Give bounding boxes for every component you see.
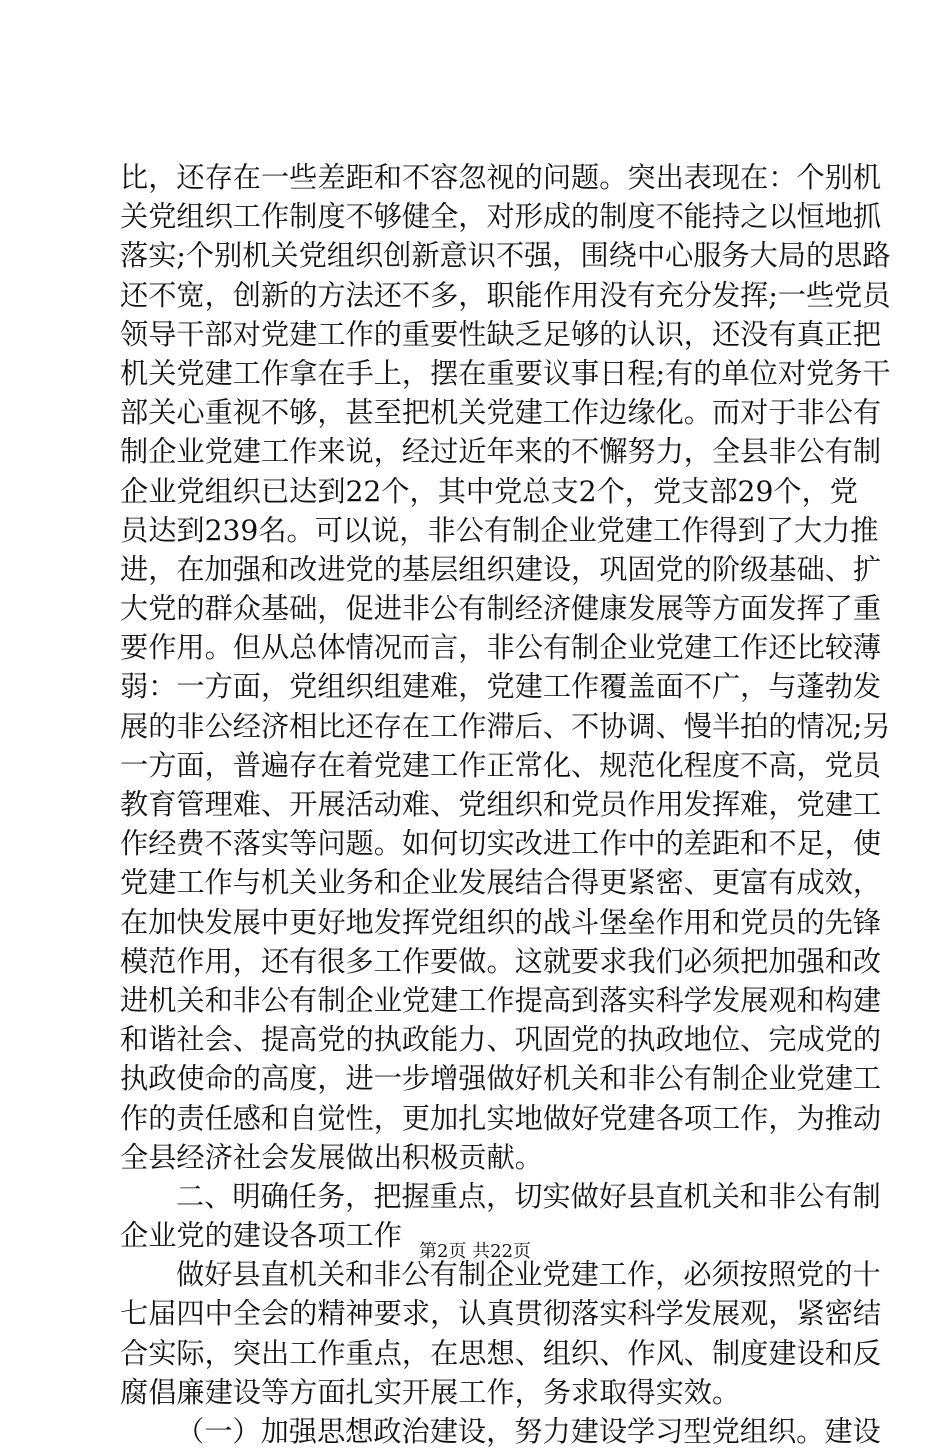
text-line: 弱：一方面，党组织组建难，党建工作覆盖面不广，与蓬勃发 [120, 670, 882, 704]
text-line: 作的责任感和自觉性，更加扎实地做好党建各项工作，为推动 [120, 1101, 882, 1135]
text-line: 大党的群众基础，促进非公有制经济健康发展等方面发挥了重 [120, 592, 882, 626]
text-line: 做好县直机关和非公有制企业党建工作，必须按照党的十 [176, 1258, 881, 1292]
section-heading-line: 二、明确任务，把握重点，切实做好县直机关和非公有制 [176, 1179, 881, 1213]
text-line: 作经费不落实等问题。如何切实改进工作中的差距和不足，使 [120, 827, 882, 861]
text-line: 七届四中全会的精神要求，认真贯彻落实科学发展观，紧密结 [120, 1297, 882, 1331]
text-line: 在加快发展中更好地发挥党组织的战斗堡垒作用和党员的先锋 [120, 905, 882, 939]
text-line: 一方面，普遍存在着党建工作正常化、规范化程度不高，党员 [120, 748, 882, 782]
text-line: 制企业党建工作来说，经过近年来的不懈努力，全县非公有制 [120, 435, 882, 469]
text-line: 比，还存在一些差距和不容忽视的问题。突出表现在：个别机 [120, 161, 882, 194]
text-line: 合实际，突出工作重点，在思想、组织、作风、制度建设和反 [120, 1336, 882, 1370]
text-line: 党建工作与机关业务和企业发展结合得更紧密、更富有成效， [120, 866, 882, 900]
text-line: 和谐社会、提高党的执政能力、巩固党的执政地位、完成党的 [120, 1023, 882, 1057]
text-line: 领导干部对党建工作的重要性缺乏足够的认识，还没有真正把 [120, 317, 882, 351]
text-line: 教育管理难、开展活动难、党组织和党员作用发挥难，党建工 [120, 788, 882, 821]
page-number-footer: 第2页 共22页 [418, 1241, 532, 1262]
text-line: 执政使命的高度，进一步增强做好机关和非公有制企业党建工 [120, 1062, 882, 1096]
text-line: 企业党组织已达到22个，其中党总支2个，党支部29个，党 [120, 474, 858, 508]
text-line: 腐倡廉建设等方面扎实开展工作，务求取得实效。 [120, 1375, 741, 1409]
text-line: 全县经济社会发展做出积极贡献。 [120, 1140, 543, 1174]
text-line: 员达到239名。可以说，非公有制企业党建工作得到了大力推 [120, 513, 879, 547]
section-heading-line: 企业党的建设各项工作 [120, 1219, 402, 1253]
text-line: 落实;个别机关党组织创新意识不强，围绕中心服务大局的思路 [120, 239, 891, 273]
text-line: 要作用。但从总体情况而言，非公有制企业党建工作还比较薄 [120, 631, 882, 665]
text-line: 进机关和非公有制企业党建工作提高到落实科学发展观和构建 [120, 983, 882, 1017]
text-line: 展的非公经济相比还存在工作滞后、不协调、慢半拍的情况;另 [120, 709, 891, 743]
text-line: 关党组织工作制度不够健全，对形成的制度不能持之以恒地抓 [120, 200, 882, 234]
text-line: 进，在加强和改进党的基层组织建设，巩固党的阶级基础、扩 [120, 552, 882, 586]
subsection-heading-line: （一）加强思想政治建设，努力建设学习型党组织。建设 [176, 1415, 881, 1448]
text-line: 部关心重视不够，甚至把机关党建工作边缘化。而对于非公有 [120, 396, 882, 430]
text-line: 模范作用，还有很多工作要做。这就要求我们必须把加强和改 [120, 944, 882, 978]
text-line: 机关党建工作拿在手上，摆在重要议事日程;有的单位对党务干 [120, 356, 891, 390]
text-line: 还不宽，创新的方法还不多，职能作用没有充分发挥;一些党员 [120, 278, 891, 312]
